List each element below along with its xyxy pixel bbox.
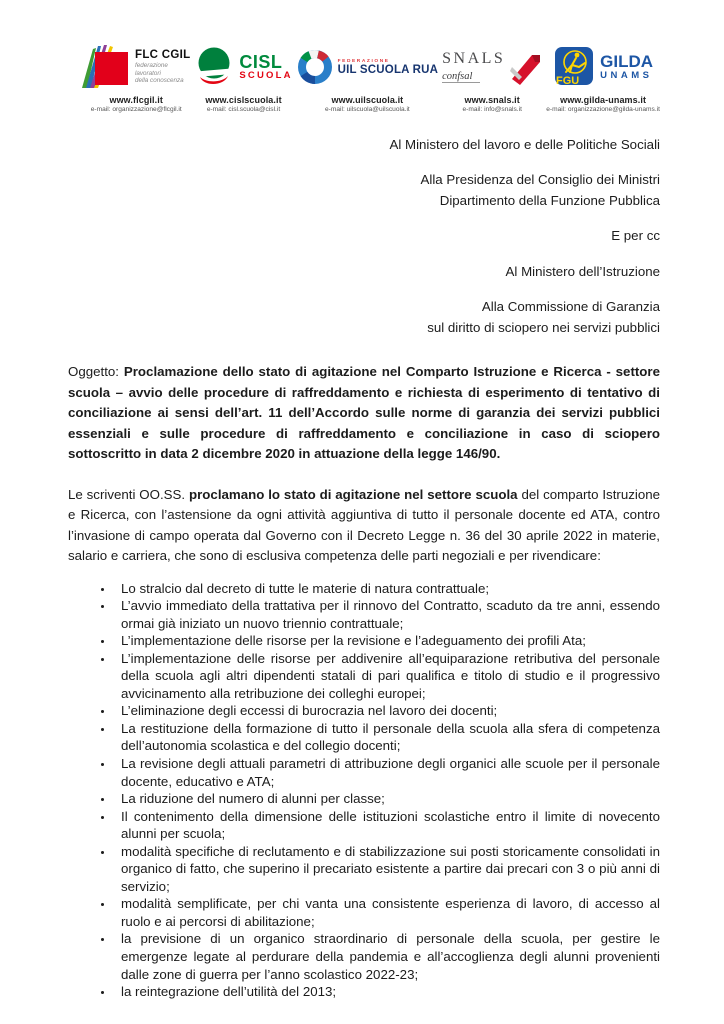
recipient-presidenza-consiglio: Alla Presidenza del Consiglio dei Ministri Dipartimento della Funzione Pubblica bbox=[420, 172, 660, 208]
cisl-subtitle: SCUOLA bbox=[239, 69, 293, 81]
gilda-wordmark bbox=[600, 53, 653, 81]
flc-cgil-wordmark bbox=[135, 49, 190, 86]
snals-website: www.snals.it bbox=[464, 95, 520, 105]
subject-text: Proclamazione dello stato di agitazione nel Comparto Istruzione e Ricerca - settore scuola – avvio delle procedure di raffreddamento e richiesta di esperimento di tentativo di conciliazione ai sensi dell’art. 11 dell’Accordo sulle norme di garanzia dei servizi pubblici essenziali e sulle procedure di raffreddamento e conciliazione in caso di sciopero sottoscritto in data 2 dicembre 2020 in attuazione della legge 146/90. bbox=[68, 364, 660, 462]
logo-block-cisl-scuola bbox=[194, 42, 292, 113]
cisl-globe-icon bbox=[194, 46, 234, 88]
body-paragraph: Le scriventi OO.SS. proclamano lo stato di agitazione nel settore scuola del comparto Istruzione e Ricerca, con l’astensione da ogni attività aggiuntiva di tutto il personale docente ed ATA, contro l’invasione di campo operata dal Governo con il Decreto Legge n. 36 del 30 aprile 2022 in materie, salario e carriera, che sono di esclusiva competenza delle parti negoziali e per rivendicare: bbox=[68, 486, 661, 564]
recipients-block bbox=[68, 135, 660, 338]
gilda-fgu-label: FGU bbox=[556, 75, 580, 87]
demand-item: • L’avvio immediato della trattativa per il rinnovo del Contratto, scaduto da tre anni, essendo ormai già iniziato un nuovo triennio contrattuale; bbox=[114, 597, 660, 632]
flc-cgil-tagline: federazione lavoratori della conoscenza bbox=[135, 61, 184, 85]
flc-cgil-logo-icon bbox=[82, 42, 190, 92]
demand-item: • la previsione di un organico straordinario di personale della scuola, per gestire le emergenze legate al perdurare della pandemia e all’accoglienza degli alunni provenienti dalle zone di guerra per l’anno scolastico 2022-23; bbox=[114, 930, 660, 983]
uil-scuola-wordmark bbox=[338, 59, 439, 76]
demand-item: • L’implementazione delle risorse per addivenire all’equiparazione retributiva del personale della scuola agli altri dipendenti statali di pari qualifica e titolo di studio e il progressivo avvicinamento alla retribuzione dei colleghi europei; bbox=[114, 650, 660, 703]
demand-item: • L’eliminazione degli eccessi di burocrazia nel lavoro dei docenti; bbox=[114, 702, 660, 720]
flc-cgil-title: FLC CGIL bbox=[135, 48, 191, 61]
logo-block-gilda-unams bbox=[546, 42, 660, 113]
demand-item: • La revisione degli attuali parametri di attribuzione degli organici alle scuole per il personale docente, educativo e ATA; bbox=[114, 755, 660, 790]
flc-cgil-email: e-mail: organizzazione@flcgil.it bbox=[90, 106, 182, 113]
logo-block-snals bbox=[442, 42, 542, 113]
recipient-ministero-lavoro: Al Ministero del lavoro e delle Politiche Sociali bbox=[389, 137, 660, 152]
gilda-subtitle: UNAMS bbox=[600, 69, 653, 81]
demand-item: • modalità specifiche di reclutamento e di stabilizzazione sui posti storicamente consolidati in organico di fatto, che superino il precariato esistente a partire dai precari con 3 o più anni di servizio; bbox=[114, 843, 660, 896]
snals-logo-icon bbox=[442, 42, 542, 92]
flc-cgil-ribbon-icon bbox=[82, 44, 130, 90]
demand-item: • La restituzione della formazione di tutto il personale della scuola alla sfera di competenza dell’autonomia scolastica e del collegio docenti; bbox=[114, 720, 660, 755]
uil-email: e-mail: uilscuola@uilscuola.it bbox=[325, 106, 410, 113]
snals-ribbon-icon bbox=[510, 49, 542, 85]
uil-website: www.uilscuola.it bbox=[331, 95, 404, 105]
snals-title: SNALS bbox=[442, 50, 506, 67]
gilda-unams-logo-icon bbox=[546, 42, 660, 92]
demand-item: • la reintegrazione dell’utilità del 2013; bbox=[114, 983, 660, 1001]
uil-ring-icon bbox=[297, 49, 333, 85]
cisl-website: www.cislscuola.it bbox=[205, 95, 282, 105]
demand-item: • La riduzione del numero di alunni per classe; bbox=[114, 790, 660, 808]
uil-title: UIL SCUOLA RUA bbox=[337, 63, 439, 76]
demand-item: • Il contenimento della dimensione delle istituzioni scolastiche entro il limite di novecento alunni per scuola; bbox=[114, 808, 660, 843]
gilda-email: e-mail: organizzazione@gilda-unams.it bbox=[546, 106, 660, 113]
body-bold-text: proclamano lo stato di agitazione nel settore scuola bbox=[189, 486, 518, 502]
subject-label: Oggetto: bbox=[68, 364, 124, 380]
gilda-fgu-emblem-icon bbox=[553, 46, 595, 88]
gilda-website: www.gilda-unams.it bbox=[560, 95, 647, 105]
subject-paragraph bbox=[68, 362, 660, 464]
snals-confsal-script: confsal bbox=[442, 71, 480, 83]
snals-email: e-mail: info@snals.it bbox=[462, 106, 522, 113]
cisl-title: CISL bbox=[239, 51, 283, 72]
demand-item: • modalità semplificate, per chi vanta una consistente esperienza di lavoro, di accesso al ruolo e ai percorsi di abilitazione; bbox=[114, 895, 660, 930]
union-logos-header bbox=[82, 42, 660, 113]
cisl-scuola-logo-icon bbox=[194, 42, 292, 92]
uil-scuola-logo-icon bbox=[297, 42, 439, 92]
demand-item: • Lo stralcio dal decreto di tutte le materie di natura contrattuale; bbox=[114, 580, 660, 598]
logo-block-uil-scuola bbox=[297, 42, 439, 113]
logo-block-flc-cgil bbox=[82, 42, 190, 113]
recipient-commissione-garanzia: Alla Commissione di Garanzia sul diritto di sciopero nei servizi pubblici bbox=[427, 299, 660, 335]
cisl-scuola-wordmark bbox=[239, 53, 292, 81]
recipient-ministero-istruzione: Al Ministero dell’Istruzione bbox=[505, 263, 660, 279]
recipient-cc-label: E per cc bbox=[611, 228, 660, 244]
demands-list bbox=[68, 580, 660, 1001]
demand-item: • L’implementazione delle risorse per la revisione e l’adeguamento dei profili Ata; bbox=[114, 632, 660, 650]
cisl-email: e-mail: cisl.scuola@cisl.it bbox=[206, 106, 281, 113]
gilda-title: GILDA bbox=[600, 51, 654, 71]
flc-cgil-website: www.flcgil.it bbox=[109, 95, 163, 105]
snals-wordmark bbox=[442, 51, 505, 83]
uil-federazione-label: FEDERAZIONE bbox=[337, 58, 390, 64]
